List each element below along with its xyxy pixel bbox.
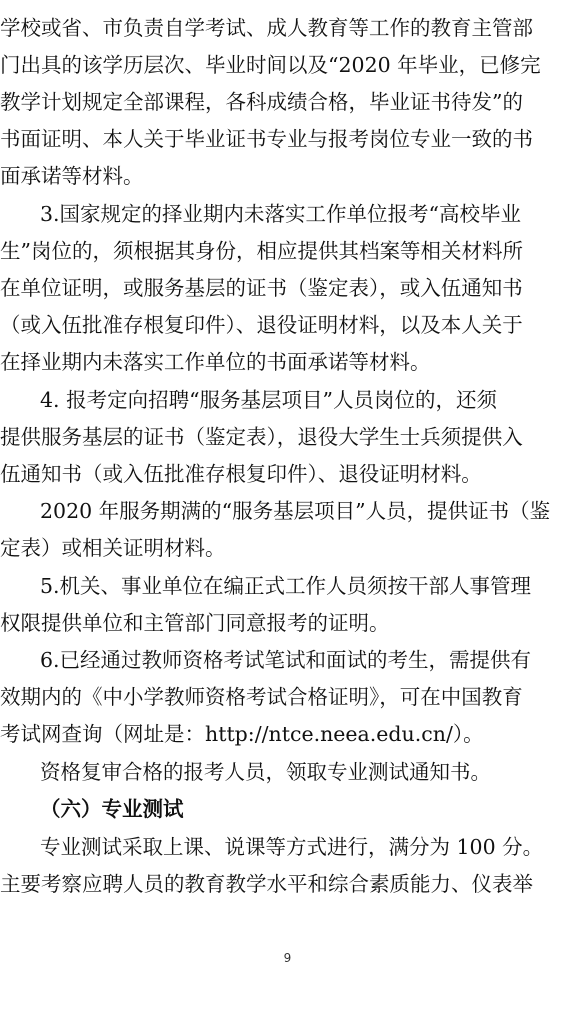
- body-line: [0, 530, 575, 567]
- line-text: 专业测试采取上课、说课等方式进行，满分为 100 分。: [40, 835, 544, 859]
- line-text: 考试网查询（网址是：http://ntce.neea.edu.cn/）。: [0, 722, 484, 746]
- line-text: 6.已经通过教师资格考试笔试和面试的考生，需提供有: [40, 648, 532, 672]
- body-line: [0, 158, 575, 195]
- section-heading: [0, 791, 575, 828]
- body-line: [0, 605, 575, 642]
- body-line: [0, 233, 575, 270]
- paragraph-first-line: [0, 829, 575, 866]
- line-text: 在择业期内未落实工作单位的书面承诺等材料。: [0, 350, 431, 374]
- body-line: [0, 419, 575, 456]
- paragraph-first-line: [0, 382, 575, 419]
- body-line: [0, 84, 575, 121]
- body-line: [0, 866, 575, 903]
- line-text: 权限提供单位和主管部门同意报考的证明。: [0, 611, 390, 635]
- body-line: [0, 344, 575, 381]
- line-text: 伍通知书（或入伍批准存根复印件）、退役证明材料。: [0, 462, 482, 486]
- paragraph-first-line: [0, 568, 575, 605]
- body-line: [0, 307, 575, 344]
- body-line: [0, 679, 575, 716]
- line-text: 2020 年服务期满的“服务基层项目”人员，提供证书（鉴: [40, 499, 551, 523]
- line-text: 生”岗位的，须根据其身份，相应提供其档案等相关材料所: [0, 239, 523, 263]
- paragraph-first-line: [0, 196, 575, 233]
- paragraph-first-line: [0, 493, 575, 530]
- line-text: 3.国家规定的择业期内未落实工作单位报考“高校毕业: [40, 202, 522, 226]
- body-line: [0, 47, 575, 84]
- body-line: [0, 121, 575, 158]
- line-text: 定表）或相关证明材料。: [0, 536, 226, 560]
- paragraph-first-line: [0, 642, 575, 679]
- page-number: 9: [283, 951, 292, 965]
- line-text: 学校或省、市负责自学考试、成人教育等工作的教育主管部: [0, 16, 533, 40]
- section-heading-text: （六）专业测试: [40, 797, 184, 821]
- line-text: 主要考察应聘人员的教育教学水平和综合素质能力、仪表举: [0, 872, 533, 896]
- line-text: 提供服务基层的证书（鉴定表），退役大学生士兵须提供入: [0, 425, 523, 449]
- body-line: [0, 10, 575, 47]
- line-text: 4. 报考定向招聘“服务基层项目”人员岗位的，还须: [40, 388, 498, 412]
- paragraph-first-line: [0, 754, 575, 791]
- line-text: 门出具的该学历层次、毕业时间以及“2020 年毕业，已修完: [0, 53, 541, 77]
- line-text: 书面证明、本人关于毕业证书专业与报考岗位专业一致的书: [0, 127, 533, 151]
- body-line: [0, 270, 575, 307]
- line-text: （或入伍批准存根复印件）、退役证明材料，以及本人关于: [0, 313, 523, 337]
- line-text: 在单位证明，或服务基层的证书（鉴定表），或入伍通知书: [0, 276, 523, 300]
- line-text: 教学计划规定全部课程，各科成绩合格，毕业证书待发”的: [0, 90, 523, 114]
- line-text: 资格复审合格的报考人员，领取专业测试通知书。: [40, 760, 491, 784]
- body-line: [0, 456, 575, 493]
- line-text: 面承诺等材料。: [0, 164, 144, 188]
- line-text: 5.机关、事业单位在编正式工作人员须按干部人事管理: [40, 574, 532, 598]
- body-line: [0, 716, 575, 753]
- line-text: 效期内的《中小学教师资格考试合格证明》，可在中国教育: [0, 685, 523, 709]
